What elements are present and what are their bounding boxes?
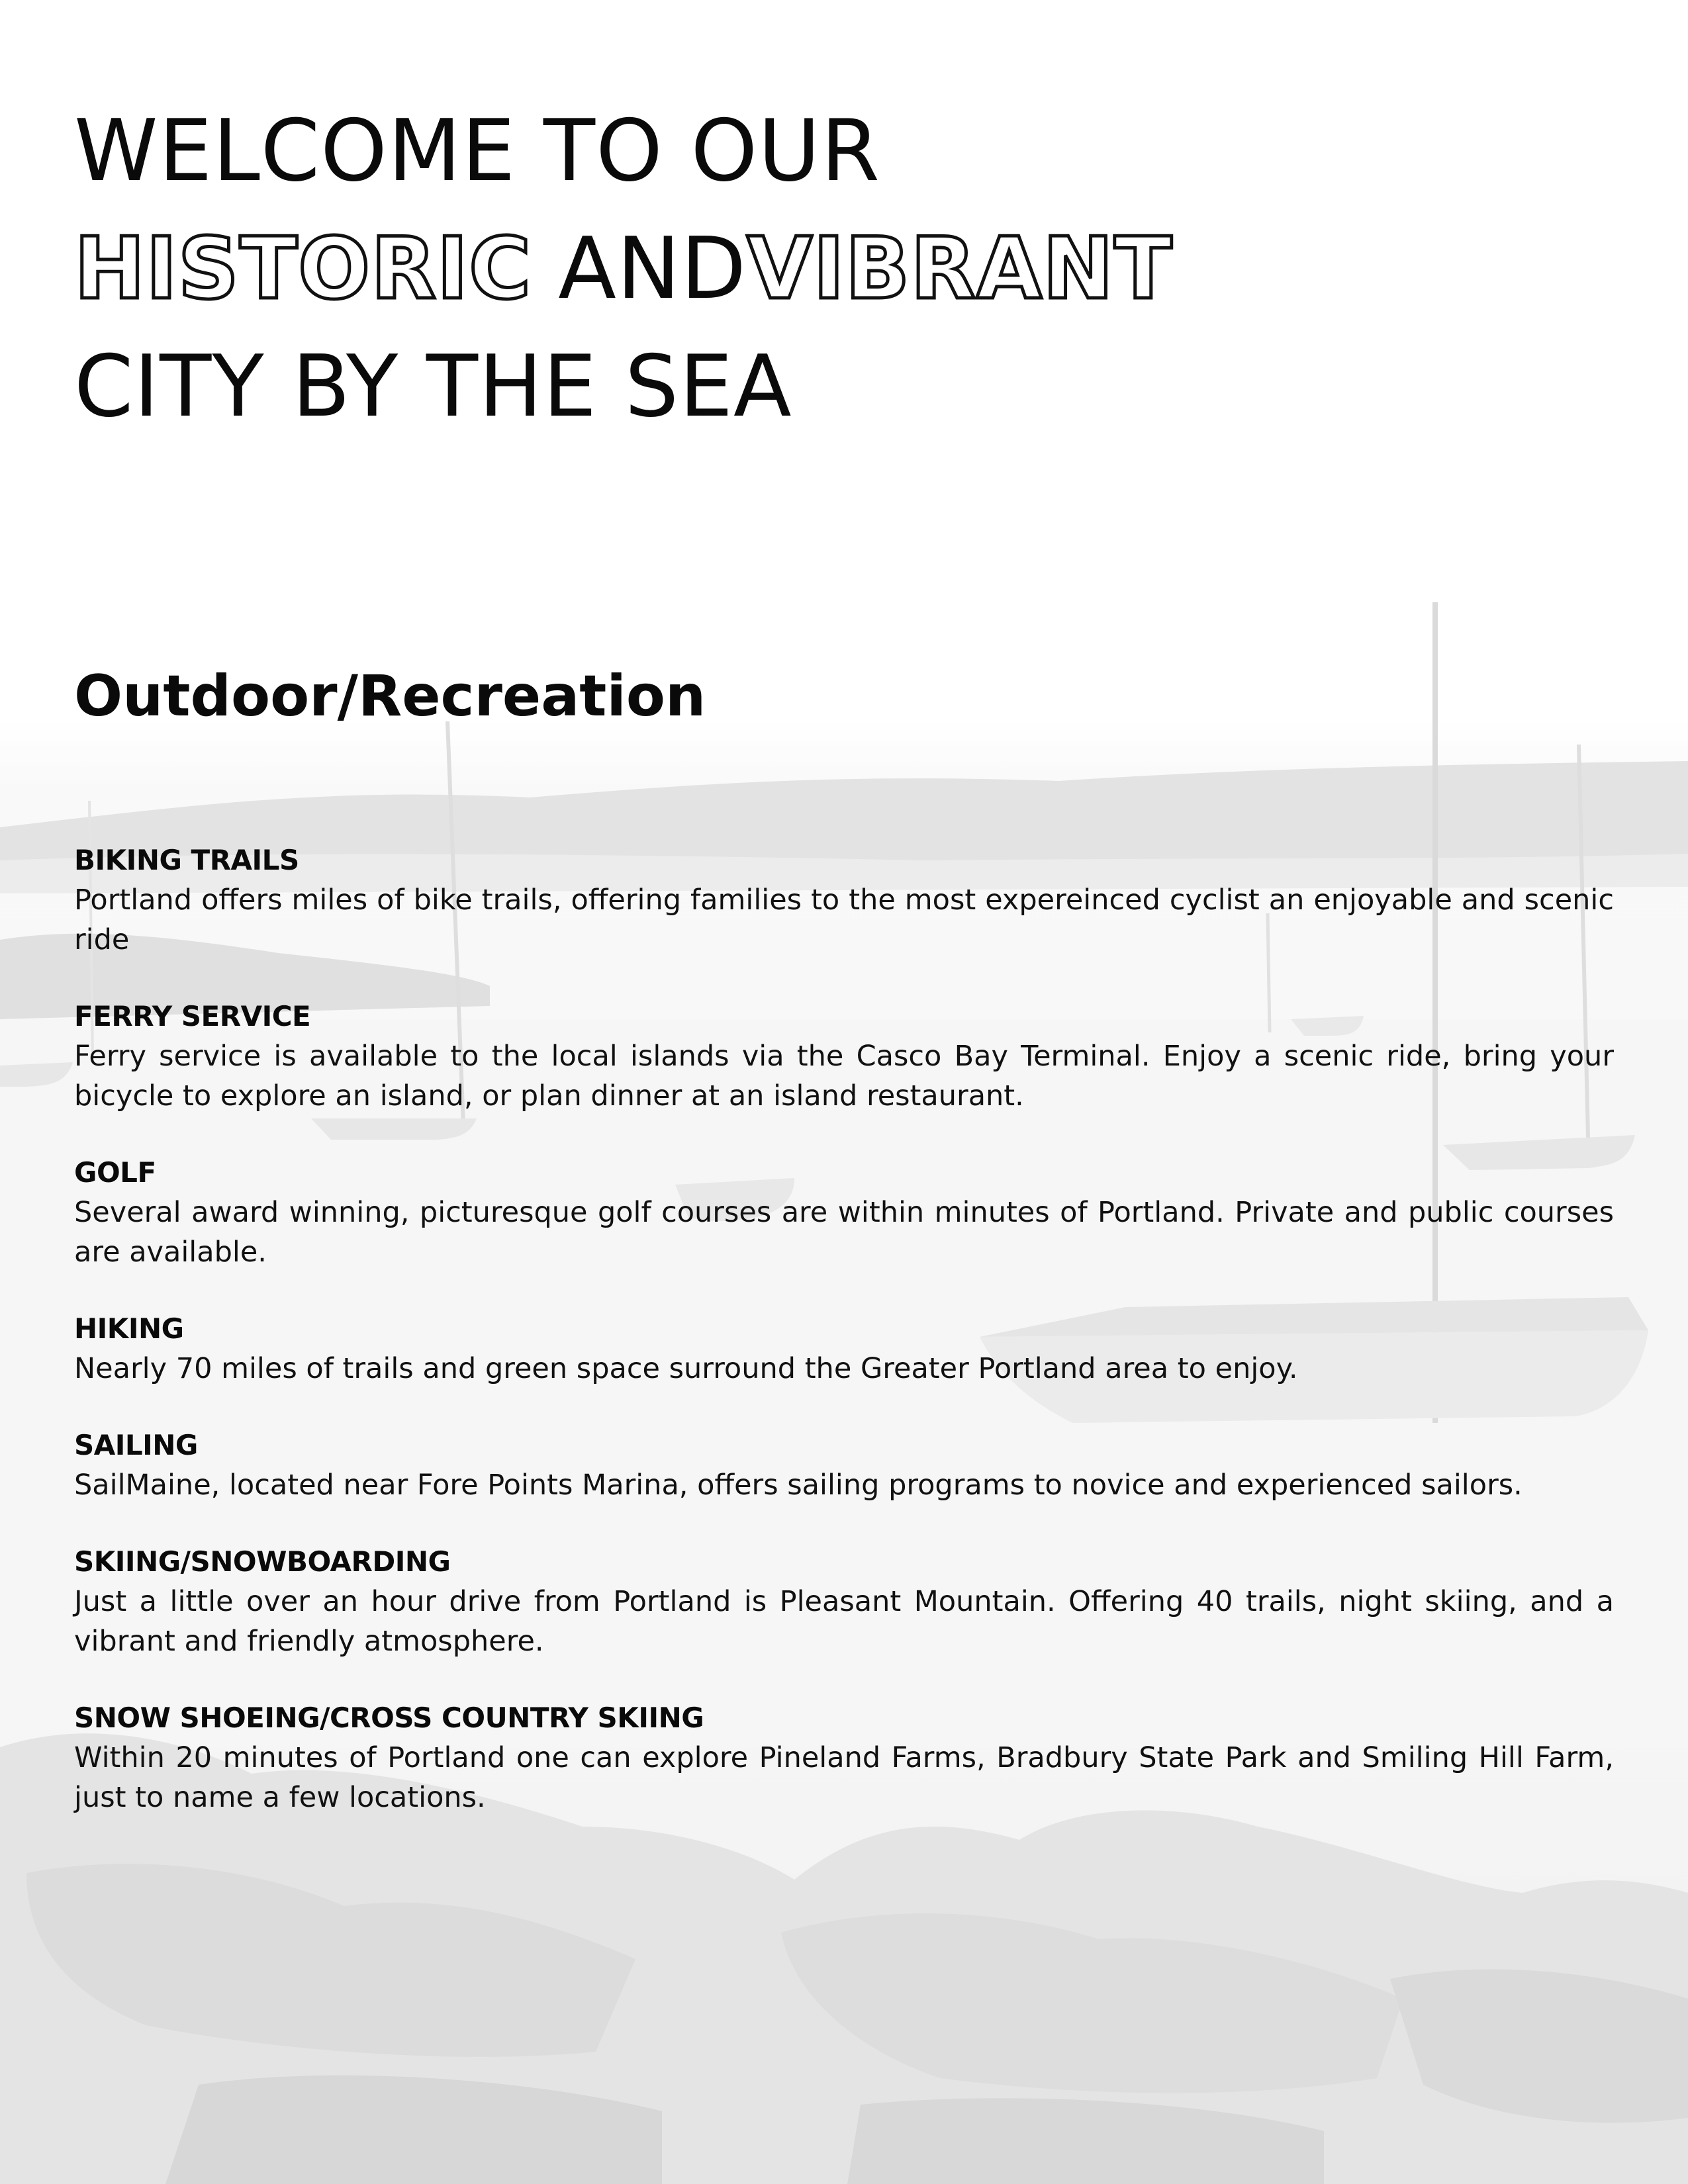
section-title: Outdoor/Recreation (74, 663, 706, 729)
list-item-snow-shoeing (74, 1698, 1614, 1817)
item-body: Portland offers miles of bike trails, offering families to the most expereinced cyclist an enjoyable and scenic ride (74, 884, 1614, 956)
list-item-biking-trails (74, 841, 1614, 960)
hero-heading (74, 93, 1172, 446)
list-item-ferry-service (74, 997, 1614, 1116)
list-item-sailing (74, 1426, 1614, 1505)
list-item-skiing-snowboarding (74, 1542, 1614, 1661)
hero-line-2 (74, 210, 1172, 328)
item-heading: BIKING TRAILS (74, 844, 299, 876)
item-heading: FERRY SERVICE (74, 1000, 311, 1032)
hero-outline-word-historic: HISTORIC (74, 220, 532, 318)
item-heading: SAILING (74, 1429, 198, 1461)
hero-line-3: CITY BY THE SEA (74, 338, 792, 436)
list-item-golf (74, 1153, 1614, 1272)
item-body: SailMaine, located near Fore Points Marina, offers sailing programs to novice and experienced sailors. (74, 1469, 1523, 1502)
hero-outline-word-vibrant: VIBRANT (747, 220, 1173, 318)
item-body: Nearly 70 miles of trails and green space surround the Greater Portland area to enjoy. (74, 1352, 1298, 1385)
item-heading: GOLF (74, 1156, 156, 1189)
item-body: Within 20 minutes of Portland one can explore Pineland Farms, Bradbury State Park and Smiling Hill Farm, just to name a few locations. (74, 1741, 1614, 1814)
item-body: Ferry service is available to the local islands via the Casco Bay Terminal. Enjoy a scenic ride, bring your bicycle to explore an island, or plan dinner at an island restaurant. (74, 1040, 1614, 1113)
item-body: Just a little over an hour drive from Portland is Pleasant Mountain. Offering 40 trails, night skiing, and a vibrant and friendly atmosphere. (74, 1585, 1614, 1658)
list-item-hiking (74, 1309, 1614, 1388)
item-body: Several award winning, picturesque golf courses are within minutes of Portland. Private and public courses are available. (74, 1196, 1614, 1269)
item-heading: SKIING/SNOWBOARDING (74, 1545, 451, 1578)
hero-line-1: WELCOME TO OUR (74, 102, 880, 201)
hero-word-and: AND (558, 220, 747, 318)
recreation-list (74, 841, 1614, 1854)
item-heading: HIKING (74, 1312, 184, 1345)
item-heading: SNOW SHOEING/CROSS COUNTRY SKIING (74, 1702, 704, 1734)
